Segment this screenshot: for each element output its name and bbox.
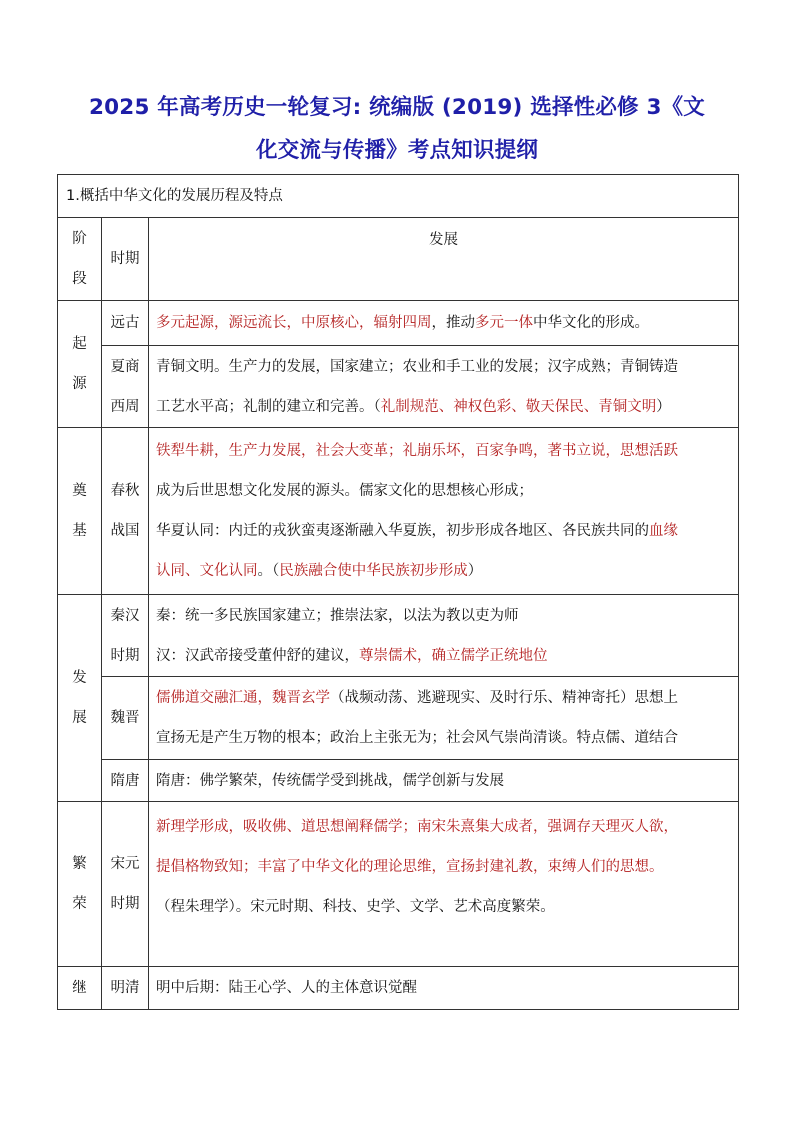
period-suitang: 隋唐 (102, 760, 149, 802)
table-row-foundation-chunqiu (58, 428, 739, 595)
period-songyuan: 宋元 时期 (102, 802, 149, 967)
stage-development: 发 展 (58, 595, 102, 802)
table-row-development-qinhan (58, 595, 739, 677)
period-qinhan: 秦汉 时期 (102, 595, 149, 677)
header-row (58, 218, 739, 301)
table-row-prosperity-songyuan (58, 802, 739, 967)
dev-mingqing: 明中后期：陆王心学、人的主体意识觉醒 (149, 967, 739, 1010)
stage-foundation: 奠 基 (58, 428, 102, 595)
dev-yuangu (149, 301, 739, 346)
period-yuangu: 远古 (102, 301, 149, 346)
page-title (40, 86, 754, 172)
stage-prosperity: 繁 荣 (58, 802, 102, 967)
period-mingqing: 明清 (102, 967, 149, 1010)
dev-qinhan: 秦：统一多民族国家建立；推崇法家，以法为教以吏为师 汉：汉武帝接受董仲舒的建议，尊崇儒术，确立儒学正统地位 (149, 595, 739, 677)
header-development: 发展 (149, 218, 739, 301)
table-row-origin-yuangu (58, 301, 739, 346)
period-weijin: 魏晋 (102, 677, 149, 760)
dev-chunqiu: 铁犁牛耕，生产力发展，社会大变革；礼崩乐坏，百家争鸣，著书立说，思想活跃 成为后世思想文化发展的源头。儒家文化的思想核心形成； 华夏认同：内迁的戎狄蛮夷逐渐融入华夏族，初步形成各地区、各民族共同的血缘 认同、文化认同。（民族融合使中华民族初步形成） (149, 428, 739, 595)
title-line-2: 化交流与传播》考点知识提纲 (255, 138, 539, 163)
section-title-row (58, 175, 739, 218)
dev-yuangu-segment-3: 中华文化的形成。 (533, 315, 649, 331)
period-xiashang: 夏商 西周 (102, 346, 149, 428)
stage-continuation: 继 (58, 967, 102, 1010)
section-title: 1.概括中华文化的发展历程及特点 (58, 175, 739, 218)
dev-songyuan: 新理学形成，吸收佛、道思想阐释儒学；南宋朱熹集大成者，强调存天理灭人欲， 提倡格物致知；丰富了中华文化的理论思维，宣扬封建礼教，束缚人们的思想。 （程朱理学）。宋元时期、科技、史学、文学、艺术高度繁荣。 (149, 802, 739, 967)
table-row-continuation-mingqing (58, 967, 739, 1010)
dev-yuangu-segment-2: 多元一体 (475, 315, 533, 331)
title-line-1: 2025 年高考历史一轮复习: 统编版 (2019) 选择性必修 3《文 (88, 95, 705, 120)
dev-yuangu-text (156, 303, 734, 343)
header-period: 时期 (102, 218, 149, 301)
header-stage: 阶 段 (58, 218, 102, 301)
table-row-origin-xiashang (58, 346, 739, 428)
stage-origin: 起 源 (58, 301, 102, 428)
dev-weijin: 儒佛道交融汇通，魏晋玄学（战频动荡、逃避现实、及时行乐、精神寄托）思想上 宣扬无是产生万物的根本；政治上主张无为；社会风气崇尚清谈。特点儒、道结合 (149, 677, 739, 760)
table-row-development-weijin (58, 677, 739, 760)
dev-yuangu-segment-1: ，推动 (431, 315, 475, 331)
table-row-development-suitang (58, 760, 739, 802)
dev-xiashang: 青铜文明。生产力的发展，国家建立；农业和手工业的发展；汉字成熟；青铜铸造 工艺水平高；礼制的建立和完善。（礼制规范、神权色彩、敬天保民、青铜文明） (149, 346, 739, 428)
dev-yuangu-segment-0: 多元起源，源远流长，中原核心，辐射四周 (156, 315, 432, 331)
period-chunqiu: 春秋 战国 (102, 428, 149, 595)
dev-suitang: 隋唐：佛学繁荣，传统儒学受到挑战，儒学创新与发展 (149, 760, 739, 802)
outline-table (57, 174, 739, 1010)
